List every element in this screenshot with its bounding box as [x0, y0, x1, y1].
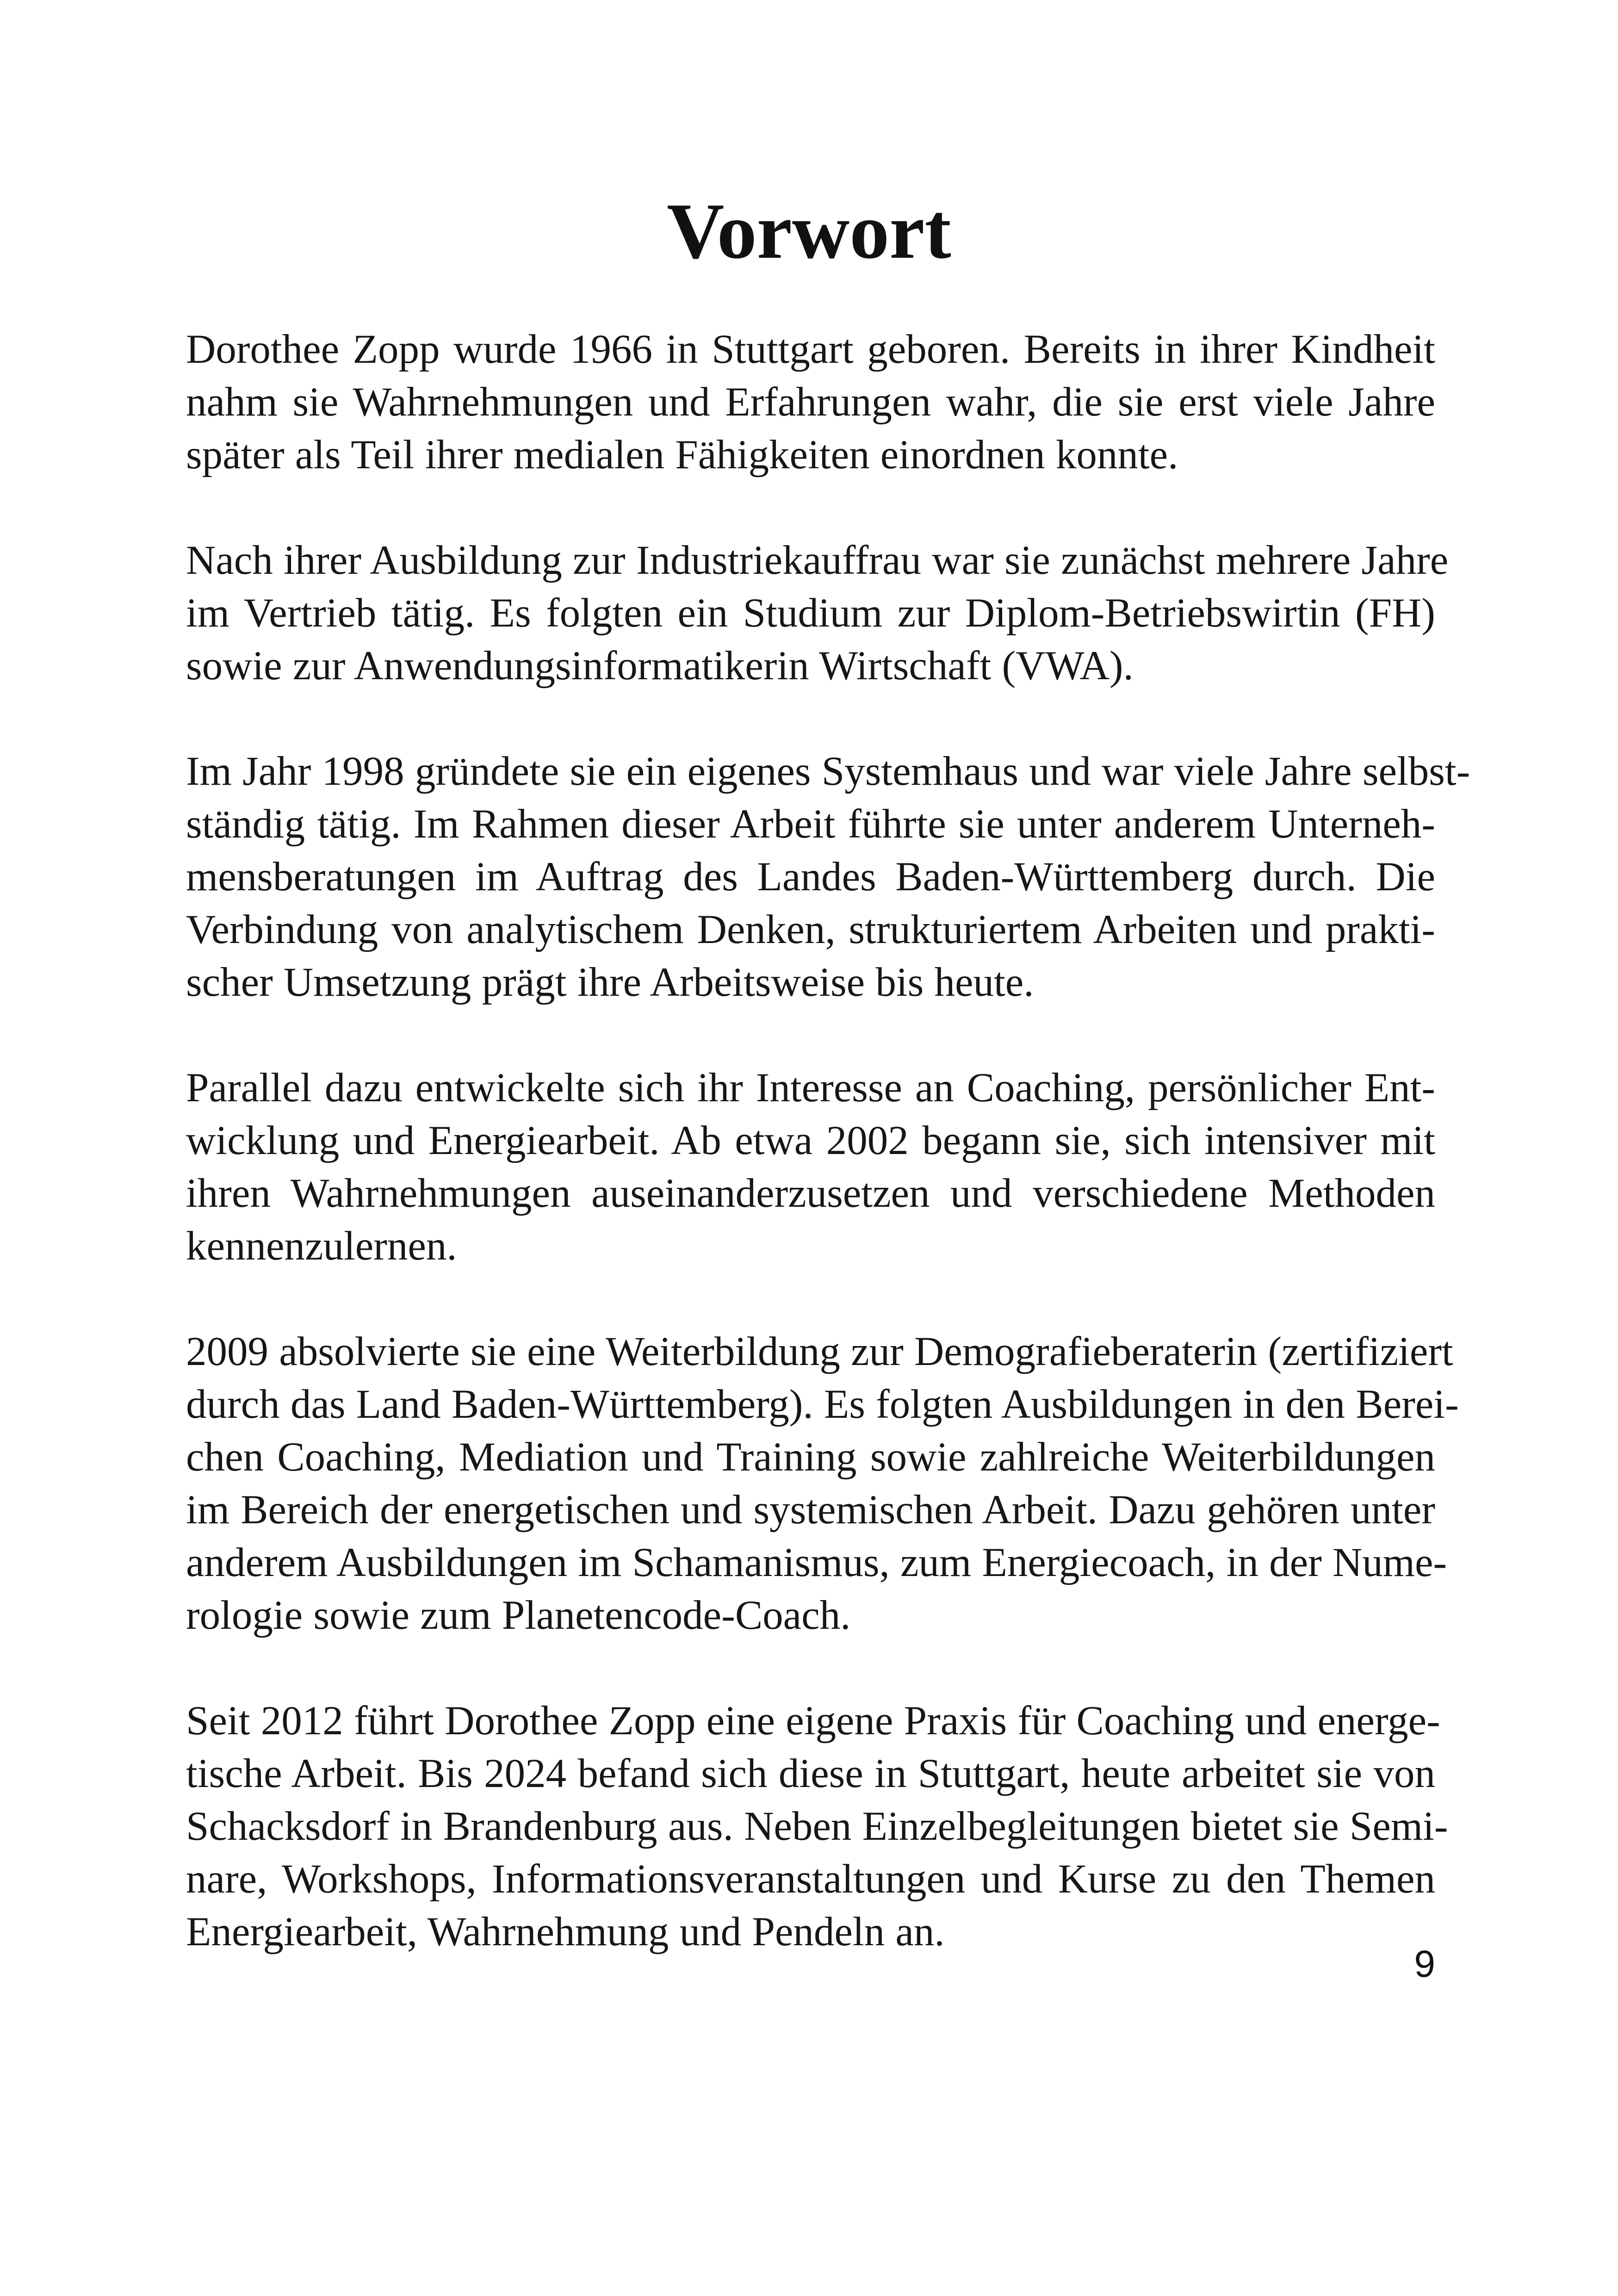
text-line: Parallel dazu entwickelte sich ihr Interesse an Coaching, persönlicher Ent-	[186, 1065, 1435, 1111]
page-number: 9	[1414, 1943, 1435, 1985]
text-line: Seit 2012 führt Dorothee Zopp eine eigene Praxis für Coaching und energe-	[186, 1698, 1440, 1744]
text-line: wicklung und Energiearbeit. Ab etwa 2002 begann sie, sich intensiver mit	[186, 1118, 1435, 1163]
text-line: ihren Wahrnehmungen auseinanderzusetzen und verschiedene Methoden	[186, 1171, 1435, 1216]
text-line: mensberatungen im Auftrag des Landes Baden-Württemberg durch. Die	[186, 854, 1435, 900]
paragraph	[186, 534, 1449, 692]
body-text	[186, 323, 1470, 2011]
text-line: nahm sie Wahrnehmungen und Erfahrungen wahr, die sie erst viele Jahre	[186, 379, 1435, 425]
paragraph	[186, 745, 1470, 1009]
text-line: kennenzulernen.	[186, 1223, 457, 1269]
text-line: durch das Land Baden-Württemberg). Es folgten Ausbildungen in den Berei-	[186, 1382, 1459, 1427]
text-line: im Bereich der energetischen und systemischen Arbeit. Dazu gehören unter	[186, 1487, 1435, 1533]
text-line: scher Umsetzung prägt ihre Arbeitsweise bis heute.	[186, 960, 1034, 1005]
text-line: chen Coaching, Mediation und Training sowie zahlreiche Weiterbildungen	[186, 1434, 1435, 1480]
paragraph	[186, 1325, 1459, 1642]
paragraph	[186, 1061, 1435, 1272]
text-line: 2009 absolvierte sie eine Weiterbildung zur Demografieberaterin (zertifiziert	[186, 1329, 1453, 1374]
text-line: anderem Ausbildungen im Schamanismus, zum Energiecoach, in der Nume-	[186, 1540, 1447, 1585]
text-line: tische Arbeit. Bis 2024 befand sich diese in Stuttgart, heute arbeitet sie von	[186, 1751, 1435, 1796]
text-line: rologie sowie zum Planetencode-Coach.	[186, 1593, 851, 1638]
paragraph	[186, 323, 1435, 481]
text-line: Verbindung von analytischem Denken, strukturiertem Arbeiten und prakti-	[186, 907, 1435, 952]
text-line: Nach ihrer Ausbildung zur Industriekauffrau war sie zunächst mehrere Jahre	[186, 538, 1449, 583]
paragraph	[186, 1694, 1448, 1958]
text-line: später als Teil ihrer medialen Fähigkeiten einordnen konnte.	[186, 432, 1178, 478]
text-line: im Vertrieb tätig. Es folgten ein Studium zur Diplom-Betriebswirtin (FH)	[186, 590, 1435, 636]
page-title: Vorwort	[667, 187, 951, 275]
text-line: Dorothee Zopp wurde 1966 in Stuttgart geboren. Bereits in ihrer Kindheit	[186, 327, 1435, 372]
text-line: Schacksdorf in Brandenburg aus. Neben Einzelbegleitungen bietet sie Semi-	[186, 1804, 1448, 1849]
text-line: Energiearbeit, Wahrnehmung und Pendeln an.	[186, 1909, 945, 1955]
text-line: ständig tätig. Im Rahmen dieser Arbeit führte sie unter anderem Unterneh-	[186, 801, 1435, 847]
text-line: Im Jahr 1998 gründete sie ein eigenes Systemhaus und war viele Jahre selbst-	[186, 749, 1470, 794]
text-line: nare, Workshops, Informationsveranstaltungen und Kurse zu den Themen	[186, 1856, 1435, 1902]
text-line: sowie zur Anwendungsinformatikerin Wirtschaft (VWA).	[186, 643, 1134, 689]
